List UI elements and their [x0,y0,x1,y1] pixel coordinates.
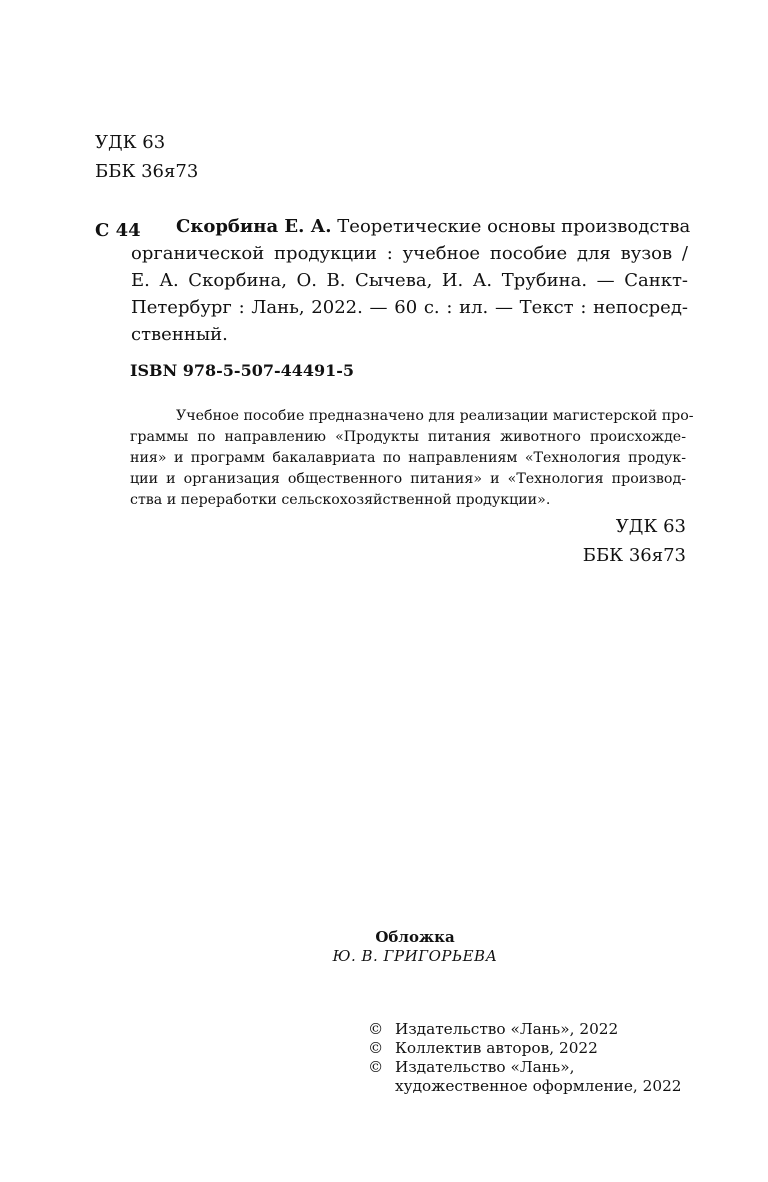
copyright-block [368,1020,682,1096]
catalog-index: С 44 [95,220,141,241]
copyright-text: Коллектив авторов, 2022 [395,1039,598,1057]
bib-line: Петербург : Лань, 2022. — 60 с. : ил. — Текст : непосред- [131,297,688,318]
cover-label: Обложка [375,928,455,946]
copyright-entry-continuation [368,1077,682,1096]
copyright-entry [368,1039,682,1058]
classification-codes-top [95,128,198,186]
bib-line: органической продукции : учебное пособие для вузов / [131,243,688,264]
bbk-code: ББК 36я73 [582,545,686,566]
bib-title: Теоретические основы производства [337,216,691,237]
cover-credit [0,928,768,966]
isbn: ISBN 978-5-507-44491-5 [130,361,355,380]
annotation-line: Учебное пособие предназначено для реализации магистерской про- [176,408,694,424]
copyright-icon: © [368,1039,384,1057]
copyright-icon: © [368,1058,384,1076]
bib-line [176,213,691,240]
udk-code: УДК 63 [615,516,686,537]
bibliographic-record [131,213,691,348]
copyright-text: Издательство «Лань», [395,1058,575,1076]
copyright-icon: © [368,1020,384,1038]
annotation-line: граммы по направлению «Продукты питания животного происхожде- [130,429,686,445]
annotation [130,406,694,511]
cover-designer: Ю. В. ГРИГОРЬЕВА [332,947,498,965]
udk-code: УДК 63 [95,132,166,153]
copyright-text: художественное оформление, 2022 [395,1077,682,1095]
bbk-code: ББК 36я73 [95,161,199,182]
annotation-line: ства и переработки сельскохозяйственной продукции». [130,492,551,508]
annotation-line: ции и организация общественного питания» и «Технология производ- [130,471,686,487]
bib-line: ственный. [131,324,228,345]
copyright-text: Издательство «Лань», 2022 [395,1020,619,1038]
copyright-entry [368,1020,682,1039]
bib-author: Скорбина Е. А. [176,216,332,237]
bib-line: Е. А. Скорбина, О. В. Сычева, И. А. Трубина. — Санкт- [131,270,688,291]
annotation-line: ния» и программ бакалавриата по направлениям «Технология продук- [130,450,686,466]
classification-codes-bottom [583,512,686,570]
copyright-entry [368,1058,682,1077]
